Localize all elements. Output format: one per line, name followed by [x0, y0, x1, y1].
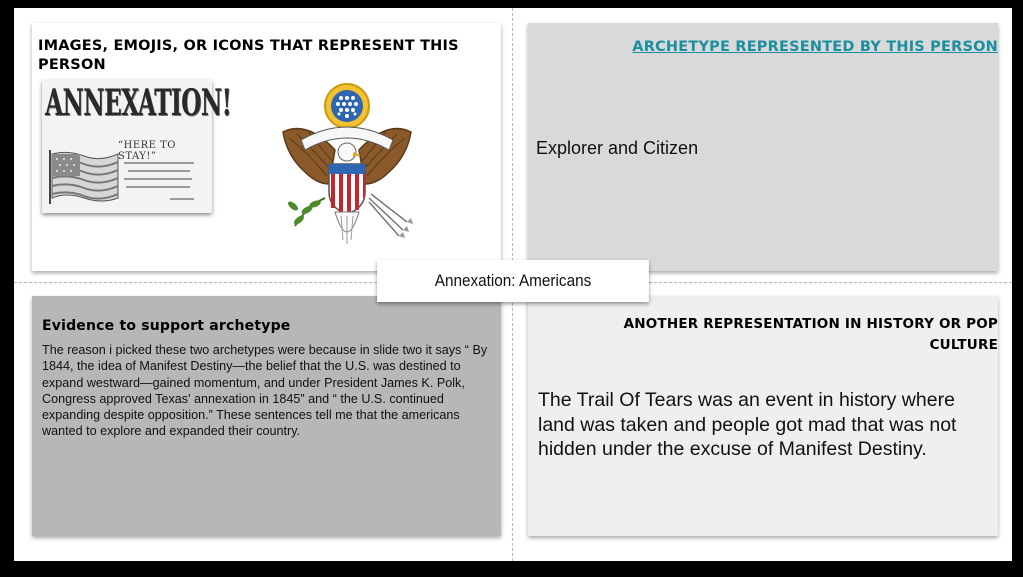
evidence-panel-title: Evidence to support archetype — [42, 318, 291, 334]
clipping-text-line — [128, 170, 190, 172]
images-panel — [32, 23, 501, 271]
evidence-text: The reason i picked these two archetypes were because in slide two it says “ By 1844, the idea of Manifest Destiny—the belief that the U.S. was destined to expand westward—gained momentum, and under President James K. Polk, Congress approved Texas' annexation in 1845” and “ the U.S. continued expanding despite opposition.” These sentences tell me that the americans wanted to explore and expanded their country. — [42, 343, 488, 439]
center-title-label: Annexation: Americans — [377, 260, 649, 302]
clipping-text-line — [124, 162, 194, 164]
archetype-text: Explorer and Citizen — [536, 138, 699, 158]
representation-panel — [528, 296, 998, 536]
archetype-panel — [528, 23, 998, 271]
representation-panel-title: ANOTHER REPRESENTATION IN HISTORY OR POP CULTURE — [623, 316, 998, 353]
clipping-text-line — [124, 178, 192, 180]
clipping-headline: ANNEXATION! — [45, 82, 232, 124]
slide — [14, 8, 1012, 561]
annexation-newspaper-image — [42, 80, 232, 213]
archetype-panel-title: ARCHETYPE REPRESENTED BY THIS PERSON — [632, 39, 998, 55]
great-seal-eagle-image — [277, 80, 417, 252]
evidence-panel — [32, 296, 501, 536]
images-panel-title: IMAGES, EMOJIS, OR ICONS THAT REPRESENT THIS PERSON — [38, 38, 459, 73]
clipping-subhead: “HERE TO STAY!” — [118, 140, 177, 162]
clipping-text-line — [126, 186, 190, 188]
flag-icon — [48, 148, 120, 204]
clipping-text-line — [170, 198, 194, 200]
representation-text: The Trail Of Tears was an event in history where land was taken and people got mad that was not hidden under the excuse of Manifest Destiny. — [538, 389, 957, 460]
